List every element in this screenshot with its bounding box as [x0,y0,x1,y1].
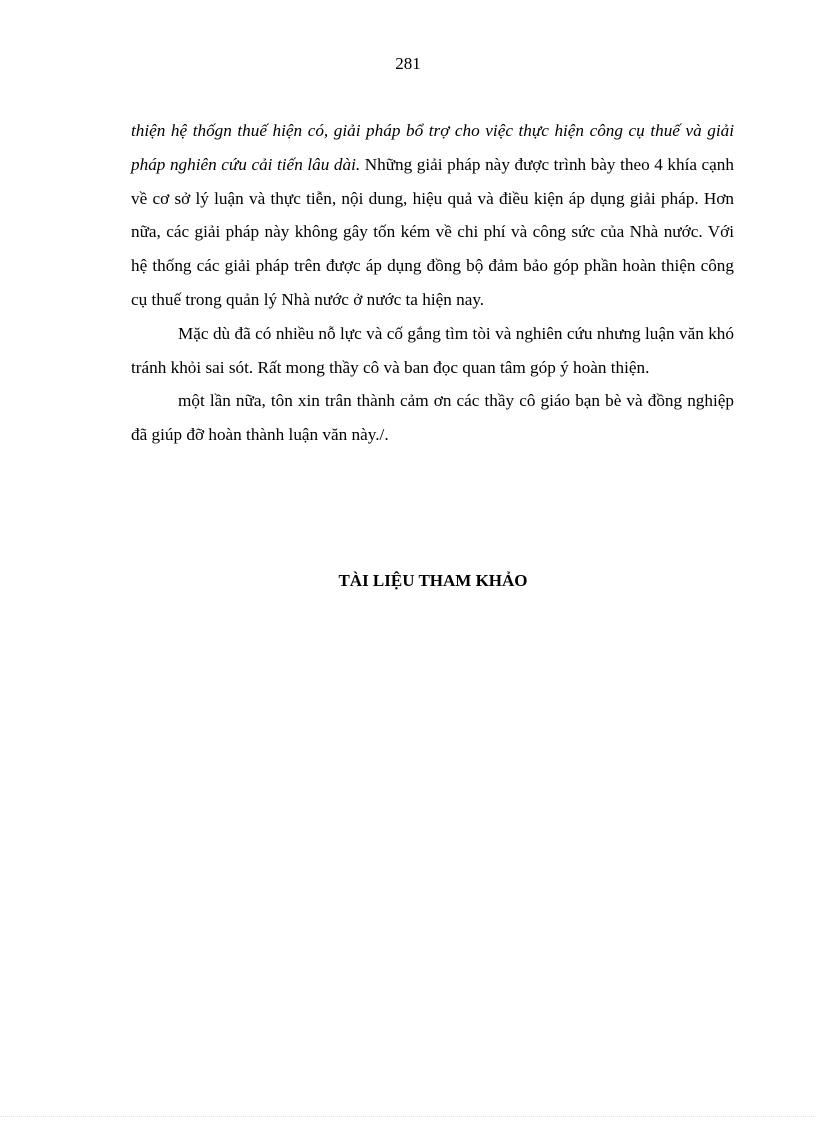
paragraph-thanks: một lần nữa, tôn xin trân thành cảm ơn các thầy cô giáo bạn bè và đồng nghiệp đã giúp đỡ hoàn thành luận văn này./. [131,391,734,445]
paragraph-continuation [131,114,734,317]
section-heading: TÀI LIỆU THAM KHẢO [338,571,528,590]
paragraph-text: Những giải pháp này được trình bày theo 4 khía cạnh về cơ sở lý luận và thực tiễn, nội dung, hiệu quả và điều kiện áp dụng giải pháp. Hơn nữa, các giải pháp này không gây tốn kém về chi phí và công sức của Nhà nước. Với hệ thống các giải pháp trên được áp dụng đồng bộ đảm bảo góp phần hoàn thiện công cụ thuế trong quản lý Nhà nước ở nước ta hiện nay. [131,154,734,309]
paragraph-apology: Mặc dù đã có nhiều nỗ lực và cố gắng tìm tòi và nghiên cứu nhưng luận văn khó tránh khỏi sai sót. Rất mong thầy cô và ban đọc quan tâm góp ý hoàn thiện. [131,323,734,377]
page-bottom-edge [0,1116,816,1117]
italic-lead-text: thiện hệ thốgn thuế hiện có, giải pháp bổ trợ cho việc thực hiện công cụ thuế và giải pháp nghiên cứu cải tiến lâu dài. [131,121,734,174]
page-number: 281 [395,54,421,73]
body-text [131,114,734,452]
